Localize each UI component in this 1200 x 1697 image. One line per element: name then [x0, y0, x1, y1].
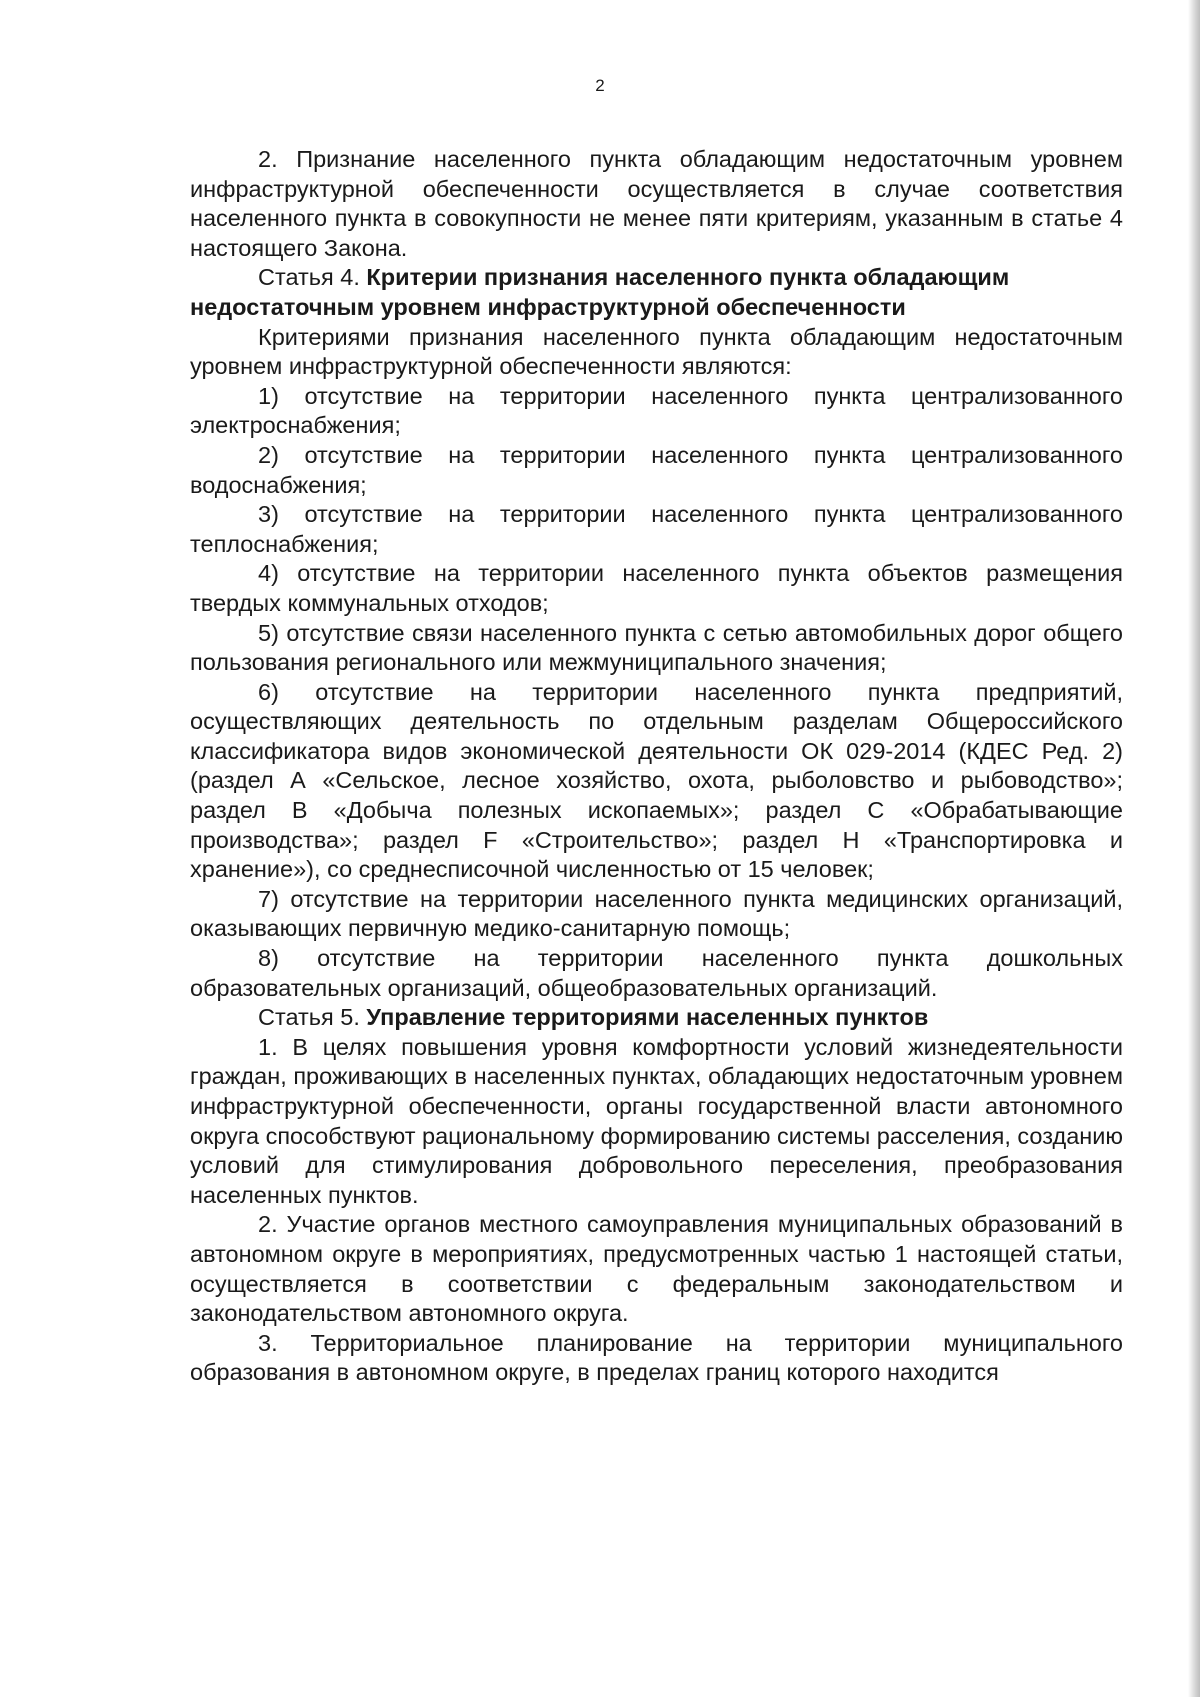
- article4-item-2: 2) отсутствие на территории населенного пункта централизованного водоснабжения;: [190, 441, 1123, 498]
- article4-item-5: 5) отсутствие связи населенного пункта с сетью автомобильных дорог общего пользования регионального или межмуниципального значения;: [190, 619, 1123, 676]
- article4-item-7: 7) отсутствие на территории населенного пункта медицинских организаций, оказывающих первичную медико-санитарную помощь;: [190, 885, 1123, 942]
- article4-title: Критерии признания населенного пункта обладающим недостаточным уровнем инфраструктурной обеспеченности: [190, 264, 1010, 320]
- article3-paragraph-2: 2. Признание населенного пункта обладающим недостаточным уровнем инфраструктурной обеспеченности осуществляется в случае соответствия населенного пункта в совокупности не менее пяти критериям, указанным в статье 4 настоящего Закона.: [190, 146, 1123, 261]
- article5-paragraph-2: 2. Участие органов местного самоуправления муниципальных образований в автономном округе в мероприятиях, предусмотренных частью 1 настоящей статьи, осуществляется в соответствии с федеральным законодательством и законодательством автономного округа.: [190, 1211, 1123, 1327]
- article4-item-6: 6) отсутствие на территории населенного пункта предприятий, осуществляющих деятельность по отдельным разделам Общероссийского классификатора видов экономической деятельности ОК 029-2014 (КДЕС Ред. 2) (раздел А «Сельское, лесное хозяйство, охота, рыболовство и рыбоводство»; раздел В «Добыча полезных ископаемых»; раздел С «Обрабатывающие производства»; раздел F «Строительство»; раздел Н «Транспортировка и хранение»), со среднесписочной численностью от 15 человек;: [190, 678, 1123, 883]
- article5-paragraph-1: 1. В целях повышения уровня комфортности условий жизнедеятельности граждан, проживающих в населенных пунктах, обладающих недостаточным уровнем инфраструктурной обеспеченности, органы государственной власти автономного округа способствуют рациональному формированию системы расселения, созданию условий для стимулирования добровольного переселения, преобразования населенных пунктов.: [190, 1033, 1123, 1208]
- article4-heading: [190, 263, 1123, 322]
- article4-intro: Критериями признания населенного пункта обладающим недостаточным уровнем инфраструктурной обеспеченности являются:: [190, 323, 1123, 380]
- article4-item-3: 3) отсутствие на территории населенного пункта централизованного теплоснабжения;: [190, 501, 1123, 557]
- article4-prefix: Статья 4.: [258, 264, 367, 291]
- article4-item-4: 4) отсутствие на территории населенного пункта объектов размещения твердых коммунальных отходов;: [190, 560, 1123, 616]
- page-number: 2: [595, 76, 605, 95]
- article4-item-1: 1) отсутствие на территории населенного пункта централизованного электроснабжения;: [190, 382, 1123, 439]
- article5-paragraph-3: 3. Территориальное планирование на территории муниципального образования в автономном округе, в пределах границ которого находится: [190, 1329, 1123, 1386]
- article5-title: Управление территориями населенных пунктов: [366, 1004, 929, 1031]
- article5-prefix: Статья 5.: [258, 1004, 367, 1031]
- article4-item-8: 8) отсутствие на территории населенного пункта дошкольных образовательных организаций, общеобразовательных организаций.: [190, 945, 1123, 1001]
- article5-heading: [190, 1003, 1123, 1033]
- page-edge-shadow: [1188, 0, 1200, 1697]
- document-body: [190, 145, 1123, 1388]
